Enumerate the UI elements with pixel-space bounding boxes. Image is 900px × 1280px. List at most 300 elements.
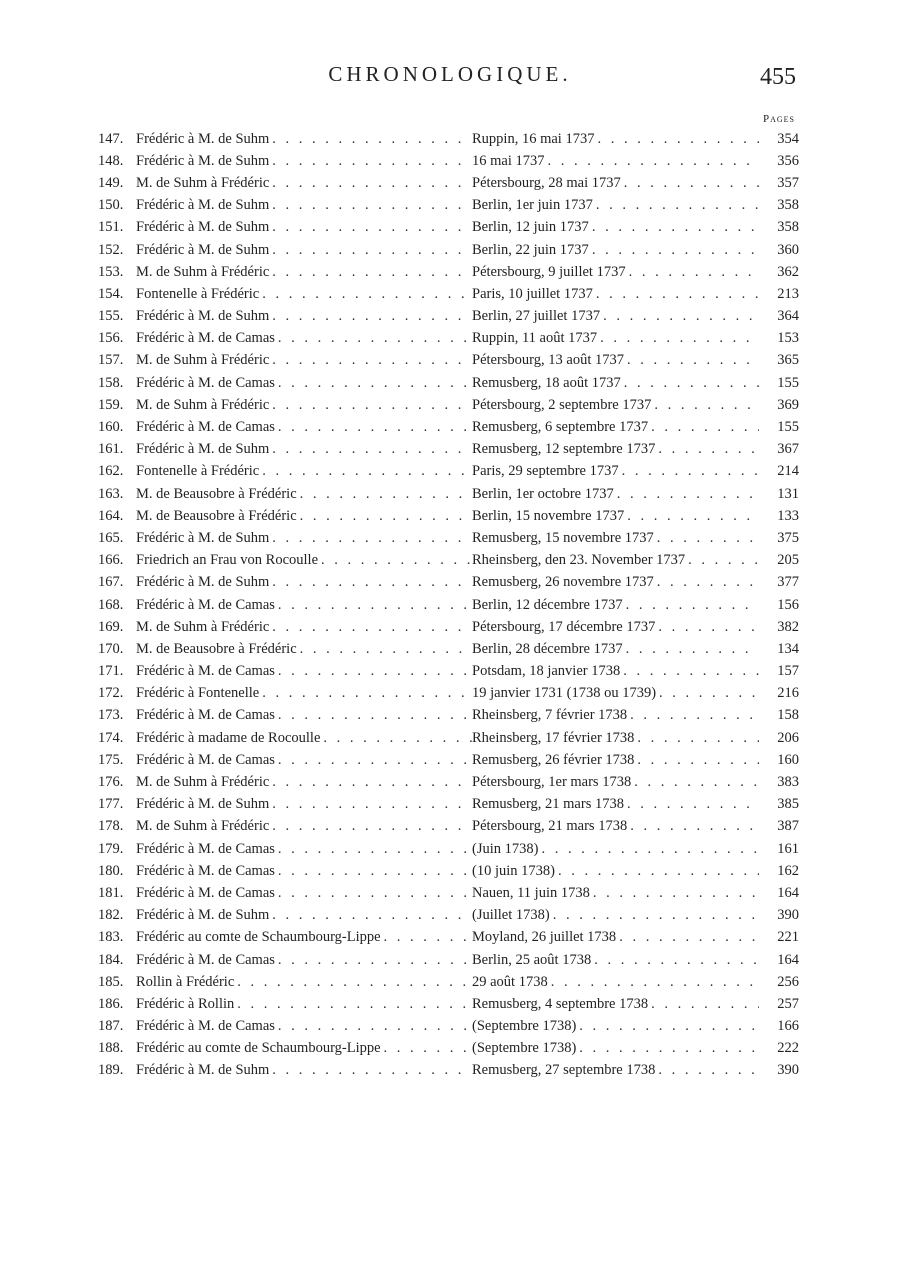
- list-item: [98, 949, 798, 971]
- letter-title: Frédéric à M. de Camas: [136, 374, 275, 391]
- place-date: Pétersbourg, 17 décembre 1737: [472, 618, 656, 635]
- page-reference: 356: [777, 152, 799, 169]
- dot-leader: [275, 841, 472, 858]
- letter-title: Frédéric à M. de Suhm: [136, 241, 270, 258]
- letter-title: M. de Suhm à Frédéric: [136, 396, 270, 413]
- list-item: [98, 727, 798, 749]
- dot-leader: [654, 574, 759, 591]
- list-item: [98, 749, 798, 771]
- dot-leader: [297, 508, 472, 525]
- letter-title: M. de Suhm à Frédéric: [136, 818, 270, 835]
- dot-leader: [275, 952, 472, 969]
- dot-leader: [550, 907, 759, 924]
- dot-leader: [269, 352, 472, 369]
- letter-title: M. de Suhm à Frédéric: [136, 263, 270, 280]
- entry-number: 152.: [98, 241, 124, 258]
- list-item: [98, 838, 798, 860]
- dot-leader: [381, 1040, 472, 1057]
- place-date: Paris, 29 septembre 1737: [472, 463, 619, 480]
- entry-number: 187.: [98, 1018, 124, 1035]
- place-date: Berlin, 12 décembre 1737: [472, 596, 623, 613]
- letter-title: Frédéric à M. de Suhm: [136, 308, 270, 325]
- page-reference: 364: [777, 308, 799, 325]
- page-reference: 382: [777, 618, 799, 635]
- dot-leader: [616, 929, 759, 946]
- place-date: Ruppin, 16 mai 1737: [472, 130, 595, 147]
- dot-leader: [590, 885, 759, 902]
- letter-title: M. de Suhm à Frédéric: [136, 174, 270, 191]
- dot-leader: [614, 486, 759, 503]
- place-date: Berlin, 1er juin 1737: [472, 197, 593, 214]
- place-date: Pétersbourg, 28 mai 1737: [472, 174, 621, 191]
- dot-leader: [269, 1062, 472, 1079]
- place-date: Remusberg, 27 septembre 1738: [472, 1062, 656, 1079]
- letter-title: Frédéric à M. de Camas: [136, 596, 275, 613]
- dot-leader: [269, 796, 472, 813]
- dot-leader: [538, 841, 759, 858]
- letter-title: Frédéric à M. de Suhm: [136, 441, 270, 458]
- entry-number: 153.: [98, 263, 124, 280]
- page-reference: 221: [777, 929, 799, 946]
- dot-leader: [600, 308, 759, 325]
- list-item: [98, 172, 798, 194]
- chronology-list: [98, 128, 798, 1082]
- entry-number: 154.: [98, 285, 124, 302]
- entry-number: 181.: [98, 884, 124, 901]
- entry-number: 163.: [98, 485, 124, 502]
- page-reference: 222: [777, 1040, 799, 1057]
- dot-leader: [589, 242, 759, 259]
- page-reference: 257: [777, 995, 799, 1012]
- place-date: Moyland, 26 juillet 1738: [472, 929, 617, 946]
- letter-title: Frédéric à M. de Suhm: [136, 1062, 270, 1079]
- entry-number: 176.: [98, 774, 124, 791]
- page-reference: 377: [777, 574, 799, 591]
- dot-leader: [555, 863, 759, 880]
- page-reference: 362: [777, 263, 799, 280]
- list-item: [98, 550, 798, 572]
- page-reference: 134: [777, 640, 799, 657]
- dot-leader: [576, 1018, 759, 1035]
- entry-number: 157.: [98, 352, 124, 369]
- dot-leader: [269, 619, 472, 636]
- dot-leader: [275, 707, 472, 724]
- list-item: [98, 195, 798, 217]
- entry-number: 180.: [98, 862, 124, 879]
- list-item: [98, 993, 798, 1015]
- list-item: [98, 350, 798, 372]
- dot-leader: [655, 619, 759, 636]
- dot-leader: [593, 286, 759, 303]
- letter-title: Frédéric à M. de Suhm: [136, 529, 270, 546]
- letter-title: Frédéric à M. de Camas: [136, 751, 275, 768]
- page-reference: 357: [777, 174, 799, 191]
- place-date: Paris, 10 juillet 1737: [472, 285, 593, 302]
- place-date: Pétersbourg, 21 mars 1738: [472, 818, 628, 835]
- dot-leader: [594, 131, 759, 148]
- dot-leader: [269, 530, 472, 547]
- place-date: Remusberg, 18 août 1737: [472, 374, 621, 391]
- list-item: [98, 261, 798, 283]
- list-item: [98, 661, 798, 683]
- letter-title: Friedrich an Frau von Rocoulle: [136, 552, 319, 569]
- page-reference: 206: [777, 729, 799, 746]
- dot-leader: [269, 242, 472, 259]
- page-reference: 358: [777, 219, 799, 236]
- list-item: [98, 882, 798, 904]
- dot-leader: [634, 752, 759, 769]
- page-reference: 213: [777, 285, 799, 302]
- letter-title: Frédéric à M. de Camas: [136, 663, 275, 680]
- letter-title: M. de Beausobre à Frédéric: [136, 640, 297, 657]
- dot-leader: [275, 752, 472, 769]
- page-reference: 214: [777, 463, 799, 480]
- list-item: [98, 328, 798, 350]
- place-date: Berlin, 1er octobre 1737: [472, 485, 614, 502]
- dot-leader: [275, 863, 472, 880]
- dot-leader: [234, 974, 472, 991]
- letter-title: Fontenelle à Frédéric: [136, 285, 260, 302]
- dot-leader: [269, 441, 472, 458]
- place-date: Remusberg, 6 septembre 1737: [472, 419, 649, 436]
- place-date: Berlin, 25 août 1738: [472, 951, 592, 968]
- list-item: [98, 794, 798, 816]
- page-reference: 390: [777, 1062, 799, 1079]
- page-reference: 133: [777, 507, 799, 524]
- place-date: Remusberg, 21 mars 1738: [472, 796, 624, 813]
- dot-leader: [269, 397, 472, 414]
- place-date: Berlin, 22 juin 1737: [472, 241, 589, 258]
- entry-number: 151.: [98, 219, 124, 236]
- entry-number: 179.: [98, 840, 124, 857]
- dot-leader: [631, 774, 759, 791]
- list-item: [98, 572, 798, 594]
- letter-title: Frédéric à M. de Camas: [136, 419, 275, 436]
- dot-leader: [275, 419, 472, 436]
- dot-leader: [269, 818, 472, 835]
- dot-leader: [626, 264, 759, 281]
- page-reference: 131: [777, 485, 799, 502]
- place-date: Pétersbourg, 13 août 1737: [472, 352, 624, 369]
- place-date: Pétersbourg, 1er mars 1738: [472, 774, 632, 791]
- list-item: [98, 306, 798, 328]
- page-reference: 160: [777, 751, 799, 768]
- dot-leader: [627, 707, 759, 724]
- entry-number: 162.: [98, 463, 124, 480]
- list-item: [98, 128, 798, 150]
- page-reference: 161: [777, 840, 799, 857]
- entry-number: 189.: [98, 1062, 124, 1079]
- letter-title: Frédéric à M. de Camas: [136, 330, 275, 347]
- dot-leader: [624, 352, 759, 369]
- entry-number: 188.: [98, 1040, 124, 1057]
- entry-number: 170.: [98, 640, 124, 657]
- entry-number: 150.: [98, 197, 124, 214]
- dot-leader: [269, 219, 472, 236]
- place-date: Pétersbourg, 9 juillet 1737: [472, 263, 626, 280]
- dot-leader: [381, 929, 472, 946]
- list-item: [98, 683, 798, 705]
- place-date: Pétersbourg, 2 septembre 1737: [472, 396, 652, 413]
- page-reference: 164: [777, 884, 799, 901]
- place-date: Ruppin, 11 août 1737: [472, 330, 598, 347]
- dot-leader: [589, 219, 759, 236]
- letter-title: Frédéric à M. de Suhm: [136, 130, 270, 147]
- place-date: Remusberg, 12 septembre 1737: [472, 441, 656, 458]
- dot-leader: [269, 574, 472, 591]
- page-reference: 162: [777, 862, 799, 879]
- entry-number: 178.: [98, 818, 124, 835]
- entry-number: 159.: [98, 396, 124, 413]
- page-reference: 156: [777, 596, 799, 613]
- letter-title: Frédéric à M. de Suhm: [136, 197, 270, 214]
- list-item: [98, 483, 798, 505]
- dot-leader: [269, 308, 472, 325]
- dot-leader: [685, 552, 759, 569]
- list-item: [98, 461, 798, 483]
- entry-number: 148.: [98, 152, 124, 169]
- page-reference: 216: [777, 685, 799, 702]
- list-item: [98, 394, 798, 416]
- letter-title: M. de Suhm à Frédéric: [136, 352, 270, 369]
- letter-title: Frédéric à M. de Camas: [136, 884, 275, 901]
- dot-leader: [234, 996, 472, 1013]
- letter-title: M. de Suhm à Frédéric: [136, 618, 270, 635]
- dot-leader: [627, 818, 759, 835]
- dot-leader: [623, 641, 759, 658]
- entry-number: 184.: [98, 951, 124, 968]
- dot-leader: [654, 530, 759, 547]
- dot-leader: [259, 463, 472, 480]
- page-reference: 385: [777, 796, 799, 813]
- dot-leader: [259, 286, 472, 303]
- page-reference: 158: [777, 707, 799, 724]
- entry-number: 182.: [98, 907, 124, 924]
- dot-leader: [275, 885, 472, 902]
- entry-number: 164.: [98, 507, 124, 524]
- page-reference: 153: [777, 330, 799, 347]
- dot-leader: [269, 197, 472, 214]
- place-date: Berlin, 28 décembre 1737: [472, 640, 623, 657]
- place-date: Berlin, 15 novembre 1737: [472, 507, 625, 524]
- place-date: 29 août 1738: [472, 973, 548, 990]
- place-date: (Juin 1738): [472, 840, 539, 857]
- page-reference: 166: [777, 1018, 799, 1035]
- list-item: [98, 239, 798, 261]
- entry-number: 147.: [98, 130, 124, 147]
- entry-number: 169.: [98, 618, 124, 635]
- page-reference: 256: [777, 973, 799, 990]
- page-reference: 205: [777, 552, 799, 569]
- entry-number: 174.: [98, 729, 124, 746]
- page-reference: 383: [777, 774, 799, 791]
- dot-leader: [275, 663, 472, 680]
- place-date: Nauen, 11 juin 1738: [472, 884, 590, 901]
- place-date: Rheinsberg, 7 février 1738: [472, 707, 628, 724]
- letter-title: Rollin à Frédéric: [136, 973, 235, 990]
- dot-leader: [655, 441, 759, 458]
- list-item: [98, 638, 798, 660]
- entry-number: 168.: [98, 596, 124, 613]
- dot-leader: [275, 375, 472, 392]
- page-reference: 387: [777, 818, 799, 835]
- place-date: Rheinsberg, 17 février 1738: [472, 729, 635, 746]
- letter-title: Frédéric au comte de Schaumbourg-Lippe: [136, 1040, 381, 1057]
- entry-number: 158.: [98, 374, 124, 391]
- letter-title: Frédéric à M. de Suhm: [136, 152, 270, 169]
- dot-leader: [593, 197, 759, 214]
- list-item: [98, 505, 798, 527]
- letter-title: Frédéric à M. de Camas: [136, 862, 275, 879]
- entry-number: 167.: [98, 574, 124, 591]
- dot-leader: [651, 397, 759, 414]
- letter-title: M. de Beausobre à Frédéric: [136, 507, 297, 524]
- place-date: Potsdam, 18 janvier 1738: [472, 663, 621, 680]
- pages-column-heading: Pages: [762, 113, 795, 125]
- page-reference: 369: [777, 396, 799, 413]
- place-date: (Juillet 1738): [472, 907, 550, 924]
- entry-number: 165.: [98, 529, 124, 546]
- list-item: [98, 372, 798, 394]
- letter-title: Frédéric à M. de Suhm: [136, 796, 270, 813]
- dot-leader: [318, 552, 472, 569]
- dot-leader: [269, 907, 472, 924]
- dot-leader: [620, 663, 759, 680]
- place-date: (Septembre 1738): [472, 1040, 577, 1057]
- letter-title: Frédéric à M. de Camas: [136, 951, 275, 968]
- dot-leader: [619, 463, 759, 480]
- list-item: [98, 705, 798, 727]
- dot-leader: [591, 952, 759, 969]
- page-reference: 375: [777, 529, 799, 546]
- page-reference: 367: [777, 441, 799, 458]
- entry-number: 171.: [98, 663, 124, 680]
- dot-leader: [656, 685, 759, 702]
- list-item: [98, 1060, 798, 1082]
- list-item: [98, 416, 798, 438]
- letter-title: M. de Suhm à Frédéric: [136, 774, 270, 791]
- page-reference: 155: [777, 374, 799, 391]
- dot-leader: [576, 1040, 759, 1057]
- page-reference: 164: [777, 951, 799, 968]
- page-reference: 354: [777, 130, 799, 147]
- list-item: [98, 816, 798, 838]
- letter-title: Frédéric à Rollin: [136, 995, 235, 1012]
- letter-title: Frédéric au comte de Schaumbourg-Lippe: [136, 929, 381, 946]
- page-reference: 390: [777, 907, 799, 924]
- list-item: [98, 283, 798, 305]
- letter-title: Frédéric à M. de Camas: [136, 840, 275, 857]
- dot-leader: [545, 153, 760, 170]
- letter-title: Frédéric à M. de Camas: [136, 707, 275, 724]
- letter-title: Frédéric à M. de Suhm: [136, 574, 270, 591]
- dot-leader: [275, 330, 472, 347]
- dot-leader: [624, 508, 759, 525]
- list-item: [98, 1016, 798, 1038]
- dot-leader: [621, 175, 759, 192]
- dot-leader: [623, 597, 759, 614]
- place-date: Remusberg, 4 septembre 1738: [472, 995, 649, 1012]
- list-item: [98, 1038, 798, 1060]
- dot-leader: [269, 175, 472, 192]
- page-reference: 157: [777, 663, 799, 680]
- letter-title: Frédéric à M. de Suhm: [136, 907, 270, 924]
- running-title: CHRONOLOGIQUE.: [328, 62, 572, 86]
- letter-title: Fontenelle à Frédéric: [136, 463, 260, 480]
- list-item: [98, 905, 798, 927]
- place-date: 16 mai 1737: [472, 152, 545, 169]
- place-date: Berlin, 27 juillet 1737: [472, 308, 601, 325]
- dot-leader: [648, 996, 759, 1013]
- entry-number: 149.: [98, 174, 124, 191]
- letter-title: Frédéric à M. de Suhm: [136, 219, 270, 236]
- dot-leader: [597, 330, 759, 347]
- place-date: Remusberg, 15 novembre 1737: [472, 529, 654, 546]
- letter-title: Frédéric à Fontenelle: [136, 685, 260, 702]
- place-date: Berlin, 12 juin 1737: [472, 219, 589, 236]
- entry-number: 160.: [98, 419, 124, 436]
- entry-number: 186.: [98, 995, 124, 1012]
- place-date: Rheinsberg, den 23. November 1737: [472, 552, 686, 569]
- dot-leader: [275, 597, 472, 614]
- entry-number: 155.: [98, 308, 124, 325]
- list-item: [98, 927, 798, 949]
- list-item: [98, 771, 798, 793]
- page-number: 455: [760, 64, 796, 90]
- letter-title: M. de Beausobre à Frédéric: [136, 485, 297, 502]
- list-item: [98, 594, 798, 616]
- entry-number: 172.: [98, 685, 124, 702]
- place-date: (10 juin 1738): [472, 862, 555, 879]
- dot-leader: [655, 1062, 759, 1079]
- dot-leader: [269, 153, 472, 170]
- dot-leader: [269, 774, 472, 791]
- entry-number: 161.: [98, 441, 124, 458]
- dot-leader: [621, 375, 759, 392]
- dot-leader: [624, 796, 759, 813]
- entry-number: 173.: [98, 707, 124, 724]
- place-date: 19 janvier 1731 (1738 ou 1739): [472, 685, 657, 702]
- dot-leader: [275, 1018, 472, 1035]
- dot-leader: [648, 419, 759, 436]
- dot-leader: [548, 974, 759, 991]
- entry-number: 185.: [98, 973, 124, 990]
- list-item: [98, 527, 798, 549]
- page-reference: 360: [777, 241, 799, 258]
- dot-leader: [297, 486, 472, 503]
- list-item: [98, 217, 798, 239]
- letter-title: Frédéric à madame de Rocoulle: [136, 729, 321, 746]
- entry-number: 175.: [98, 751, 124, 768]
- page-reference: 155: [777, 419, 799, 436]
- place-date: Remusberg, 26 novembre 1737: [472, 574, 654, 591]
- list-item: [98, 439, 798, 461]
- entry-number: 183.: [98, 929, 124, 946]
- place-date: Remusberg, 26 février 1738: [472, 751, 635, 768]
- dot-leader: [259, 685, 472, 702]
- list-item: [98, 971, 798, 993]
- dot-leader: [269, 264, 472, 281]
- list-item: [98, 150, 798, 172]
- page-reference: 365: [777, 352, 799, 369]
- place-date: (Septembre 1738): [472, 1018, 577, 1035]
- dot-leader: [297, 641, 472, 658]
- list-item: [98, 860, 798, 882]
- dot-leader: [269, 131, 472, 148]
- dot-leader: [634, 730, 759, 747]
- entry-number: 156.: [98, 330, 124, 347]
- letter-title: Frédéric à M. de Camas: [136, 1018, 275, 1035]
